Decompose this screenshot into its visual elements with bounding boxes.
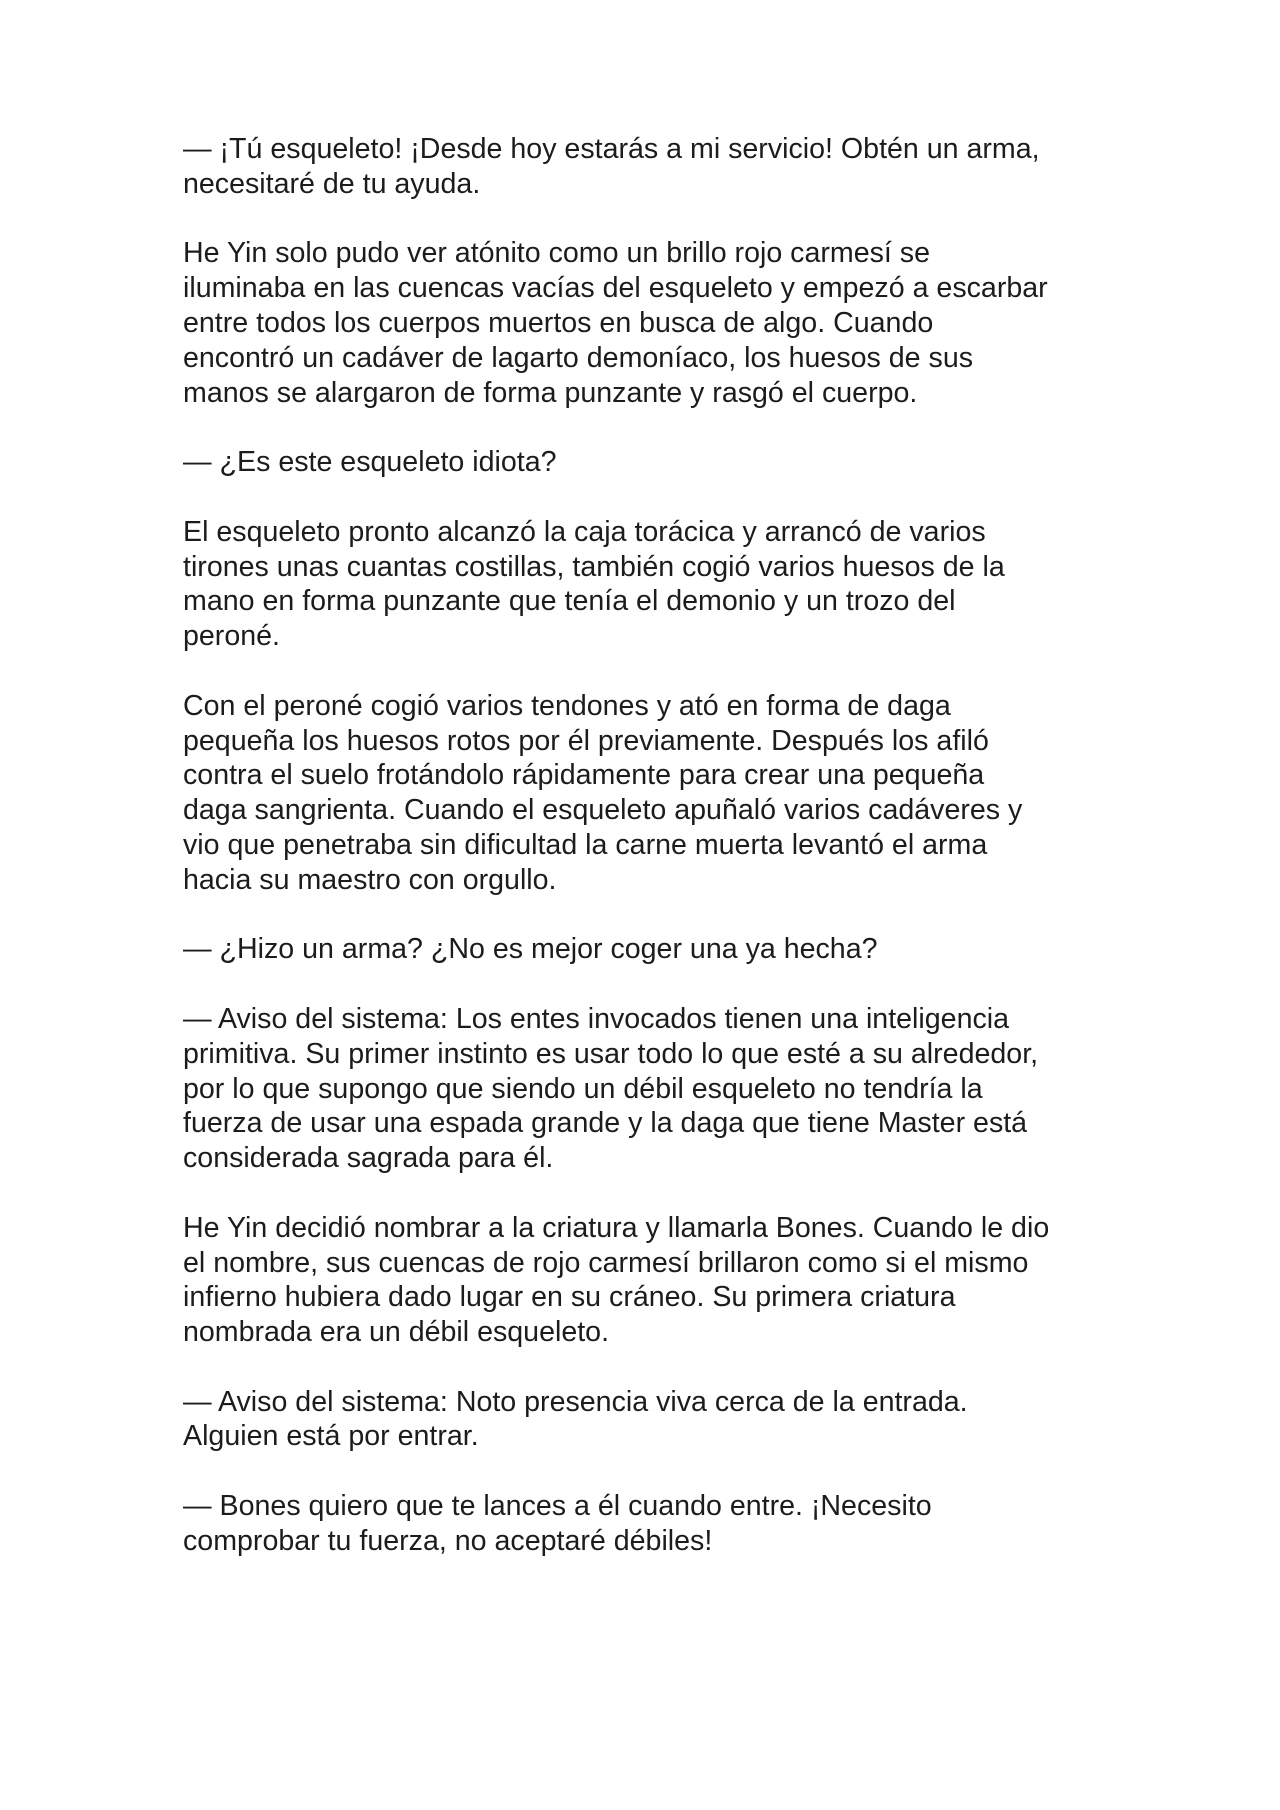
paragraph-6: — ¿Hizo un arma? ¿No es mejor coger una ya hecha? (183, 933, 878, 966)
document-body (183, 132, 1113, 1593)
paragraph-5: Con el peroné cogió varios tendones y ató en forma de daga pequeña los huesos rotos por él previamente. Después los afiló contra el suelo frotándolo rápidamente para crear una pequeña daga sangrienta. Cuando el esqueleto apuñaló varios cadáveres y vio que penetraba sin dificultad la carne muerta levantó el arma hacia su maestro con orgullo. (183, 689, 1023, 896)
paragraph-1: — ¡Tú esqueleto! ¡Desde hoy estarás a mi servicio! Obtén un arma, necesitaré de tu ayuda. (183, 133, 1040, 200)
paragraph-10: — Bones quiero que te lances a él cuando entre. ¡Necesito comprobar tu fuerza, no aceptaré débiles! (183, 1490, 932, 1557)
paragraph-9: — Aviso del sistema: Noto presencia viva cerca de la entrada. Alguien está por entrar. (183, 1385, 968, 1453)
paragraph-7: — Aviso del sistema: Los entes invocados tienen una inteligencia primitiva. Su primer instinto es usar todo lo que esté a su alrededor, por lo que supongo que siendo un débil esqueleto no tendría la fuerza de usar una espada grande y la daga que tiene Master está considerada sagrada para él. (183, 1002, 1039, 1175)
paragraph-4: El esqueleto pronto alcanzó la caja torácica y arrancó de varios tirones unas cuantas costillas, también cogió varios huesos de la mano en forma punzante que tenía el demonio y un trozo del peroné. (183, 515, 1005, 653)
paragraph-3: — ¿Es este esqueleto idiota? (183, 446, 557, 479)
paragraph-8: He Yin decidió nombrar a la criatura y llamarla Bones. Cuando le dio el nombre, sus cuencas de rojo carmesí brillaron como si el mismo infierno hubiera dado lugar en su cráneo. Su primera criatura nombrada era un débil esqueleto. (183, 1211, 1050, 1349)
paragraph-2: He Yin solo pudo ver atónito como un brillo rojo carmesí se iluminaba en las cuencas vacías del esqueleto y empezó a escarbar entre todos los cuerpos muertos en busca de algo. Cuando encontró un cadáver de lagarto demoníaco, los huesos de sus manos se alargaron de forma punzante y rasgó el cuerpo. (183, 237, 1048, 409)
